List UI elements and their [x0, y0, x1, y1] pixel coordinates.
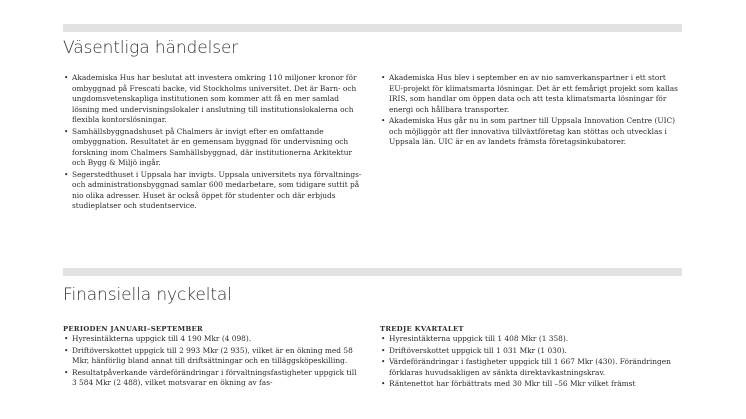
financials-left-column [63, 325, 363, 390]
events-left-column [63, 73, 363, 213]
period-subheading: PERIODEN JANUARI–SEPTEMBER [63, 325, 203, 333]
list-item: • Akademiska Hus har beslutat att investera omkring 110 miljoner kronor för ombyggnad på Frescati backe, vid Stockholms universitet. Det är Barn- och ungdomsvetenskapliga institutionen som kommer att få en mer samlad lösning med undervisningslokaler i anslutning till institutionslokalerna och flexibla kontorslösningar. [63, 73, 363, 126]
section-heading-events: Väsentliga händelser [63, 38, 239, 58]
list-item: • Driftöverskottet uppgick till 2 993 Mkr (2 935), vilket är en ökning med 58 Mkr, hänförlig bland annat till driftsättningar och en tilläggsköpeskilling. [63, 346, 363, 367]
list-item: • Samhällsbyggnadshuset på Chalmers är invigt efter en omfattande ombyggnation. Resultatet är en gemensam byggnad för undervisning och forskning inom Chalmers Samhällsbyggnad, där institutionerna Arkitektur och Bygg & Miljö ingår. [63, 127, 363, 169]
list-item: • Resultatpåverkande värdeförändringar i förvaltningsfastigheter uppgick till 3 584 Mkr (2 488), vilket motsvarar en ökning av fas- [63, 368, 363, 389]
quarter-subheading: TREDJE KVARTALET [380, 325, 464, 333]
list-item: • Akademiska Hus blev i september en av nio samverkanspartner i ett stort EU-projekt för klimatsmarta lösningar. Det är ett femårigt projekt som kallas IRIS, som handlar om öppen data och att testa klimatsmarta lösningar för energi och hållbara transporter. [380, 73, 682, 115]
section-heading-financials: Finansiella nyckeltal [63, 285, 232, 305]
section-divider-top [63, 24, 682, 32]
section-divider-bottom [63, 268, 682, 276]
list-item: • Hyresintäkterna uppgick till 4 190 Mkr (4 098). [63, 334, 363, 345]
list-item: • Akademiska Hus går nu in som partner till Uppsala Innovation Centre (UIC) och möjliggör att fler innovativa tillväxtföretag kan stöttas och utvecklas i Uppsala län. UIC är en av landets främsta företagsinkubatorer. [380, 116, 682, 148]
financials-right-column [380, 325, 682, 391]
list-item: • Segerstedthuset i Uppsala har invigts. Uppsala universitets nya förvaltnings- och administrationsbyggnad samlar 600 medarbetare, som tidigare suttit på nio olika adresser. Huset är också öppet för studenter och där erbjuds studieplatser och studentservice. [63, 170, 363, 212]
list-item: • Driftöverskottet uppgick till 1 031 Mkr (1 030). [380, 346, 682, 357]
events-right-column [380, 73, 682, 149]
list-item: • Räntenettot har förbättrats med 30 Mkr till –56 Mkr vilket främst [380, 379, 682, 390]
list-item: • Värdeförändringar i fastigheter uppgick till 1 667 Mkr (430). Förändringen förklaras huvudsakligen av sänkta direktavkastningskrav. [380, 357, 682, 378]
list-item: • Hyresintäkterna uppgick till 1 408 Mkr (1 358). [380, 334, 682, 345]
